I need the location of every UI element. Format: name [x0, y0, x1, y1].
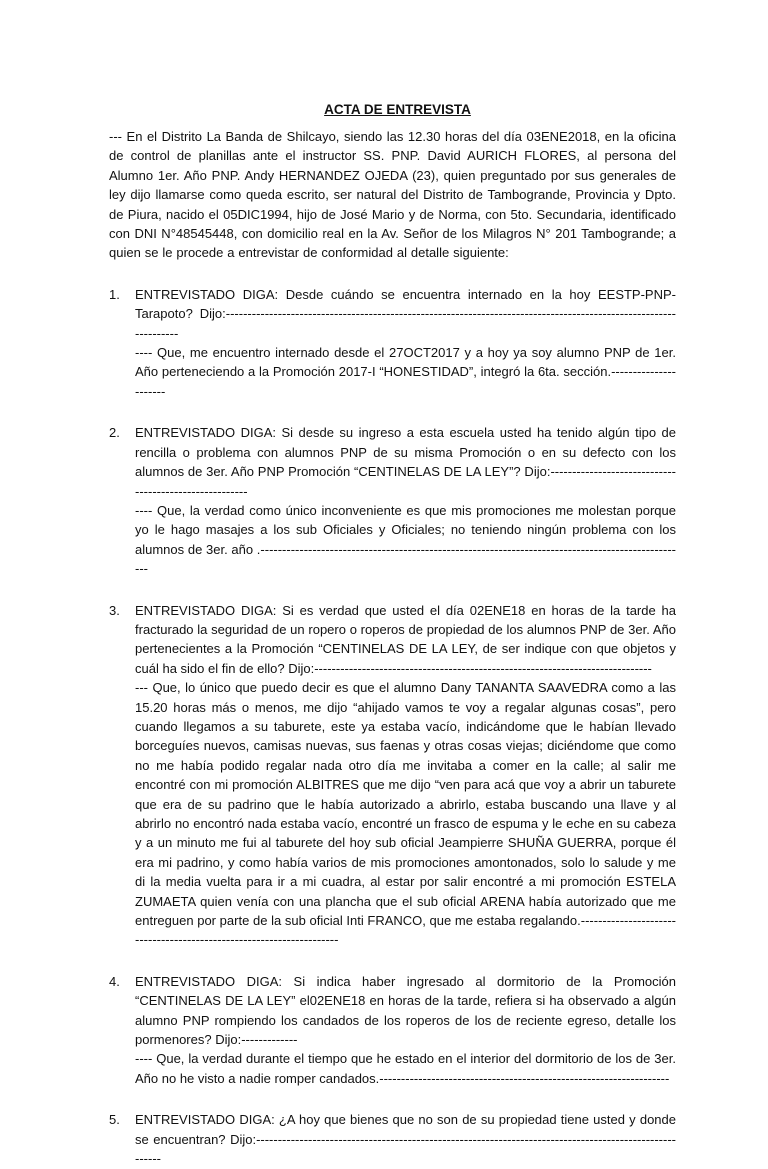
item-number: 1. — [109, 286, 120, 302]
item-question: ENTREVISTADO DIGA: Si es verdad que usted el día 02ENE18 en horas de la tarde ha fracturado la seguridad de un ropero o roperos de propiedad de los alumnos PNP de 3er. Año pertenecientes a la Promoción “CENTINELAS DE LA LEY, de ser indique con que objetos y cuál ha sido el fin de ello? Dijo:------------------------------------------------------------------------------ — [135, 602, 676, 676]
item-number: 5. — [109, 1112, 120, 1128]
interview-item-5 — [109, 1110, 676, 1168]
interview-item-2 — [109, 423, 676, 578]
item-question: ENTREVISTADO DIGA: ¿A hoy que bienes que no son de su propiedad tiene usted y donde se encuentran? Dijo:------------------------------------------------------------------------------------------------------- — [135, 1112, 676, 1167]
item-answer: --- Que, lo único que puedo decir es que el alumno Dany TANANTA SAAVEDRA como a las 15.20 horas más o menos, me dijo “ahijado vamos te voy a regalar algunas cosas”, pero cuando llegamos a su taburete, este ya estaba vacío, indicándome que le habían llevado borceguíes nuevos, camisas nuevas, sus faenas y otras cosas viejas; diciéndome que como no me había podido regalar nada otro día me invitaba a comer en la calle; al salir me encontré con mi promoción ALBITRES que me dijo “ven para acá que voy a abrir un taburete que era de su padrino que le había autorizado a abrirlo, estaba buscando una llave y al abrirlo no encontró nada estaba vacío, encontré un frasco de espuma y le eche en su cabeza y a un minuto me fui al taburete del hoy sub oficial Jeampierre SHUÑA GUERRA, porque él era mi padrino, y como había varios de mis promociones amontonados, solo lo salude y me di la media vuelta para ir a mi cuadra, al estar por salir encontré a mi promoción ESTELA ZUMAETA quien venía con una plancha que el sub oficial ARENA había autorizado que me entreguen por parte de la sub oficial Inti FRANCO, que me estaba regalando.--------------------------------------------------------------------- — [135, 680, 676, 948]
intro-paragraph: --- En el Distrito La Banda de Shilcayo, siendo las 12.30 horas del día 03ENE2018, en la oficina de control de planillas ante el instructor SS. PNP. David AURICH FLORES, al persona del Alumno 1er. Año PNP. Andy HERNANDEZ OJEDA (23), quien preguntado por sus generales de ley dijo llamarse como queda escrito, ser natural del Distrito de Tambogrande, Provincia y Dpto. de Piura, nacido el 05DIC1994, hijo de José Mario y de Norma, con 5to. Secundaria, identificado con DNI N°48545448, con domicilio real en la Av. Señor de los Milagros N° 201 Tambogrande; a quien se le procede a entrevistar de conformidad al detalle siguiente: — [109, 129, 676, 261]
item-number: 2. — [109, 425, 120, 441]
item-number: 3. — [109, 602, 120, 618]
document-title: ACTA DE ENTREVISTA — [324, 102, 471, 117]
item-question: ENTREVISTADO DIGA: Si desde su ingreso a esta escuela usted ha tenido algún tipo de rencilla o problema con alumnos PNP de su misma Promoción o en su defecto con los alumnos de 3er. Año PNP Promoción “CENTINELAS DE LA LEY”? Dijo:------------------------------------------------------- — [135, 425, 676, 499]
item-answer: ---- Que, la verdad como único inconveniente es que mis promociones me molestan porque yo le hago masajes a los sub Oficiales y Oficiales; no teniendo ningún problema con los alumnos de 3er. año .--------------------------------------------------------------------------------------------------- — [135, 502, 676, 577]
item-answer: ---- Que, me encuentro internado desde el 27OCT2017 y a hoy ya soy alumno PNP de 1er. Año perteneciendo a la Promoción 2017-I “HONESTIDAD”, integró la 6ta. sección.---------------------- — [135, 345, 676, 399]
item-number: 4. — [109, 973, 120, 989]
item-answer: ---- Que, la verdad durante el tiempo que he estado en el interior del dormitorio de los de 3er. Año no he visto a nadie romper candados.------------------------------------------------------------------- — [135, 1051, 676, 1086]
item-question: ENTREVISTADO DIGA: Si indica haber ingresado al dormitorio de la Promoción “CENTINELAS DE LA LEY” el02ENE18 en horas de la tarde, refiera si ha observado a algún alumno PNP rompiendo los candados de los roperos de los de reciente egreso, detalle los pormenores? Dijo:------------- — [135, 973, 676, 1048]
interview-item-1 — [109, 285, 676, 401]
item-question: ENTREVISTADO DIGA: Desde cuándo se encuentra internado en la hoy EESTP-PNP-Tarapoto? Dijo:------------------------------------------------------------------------------------------------------------------ — [135, 286, 676, 341]
interview-item-4 — [109, 972, 676, 1088]
interview-item-3 — [109, 601, 676, 950]
